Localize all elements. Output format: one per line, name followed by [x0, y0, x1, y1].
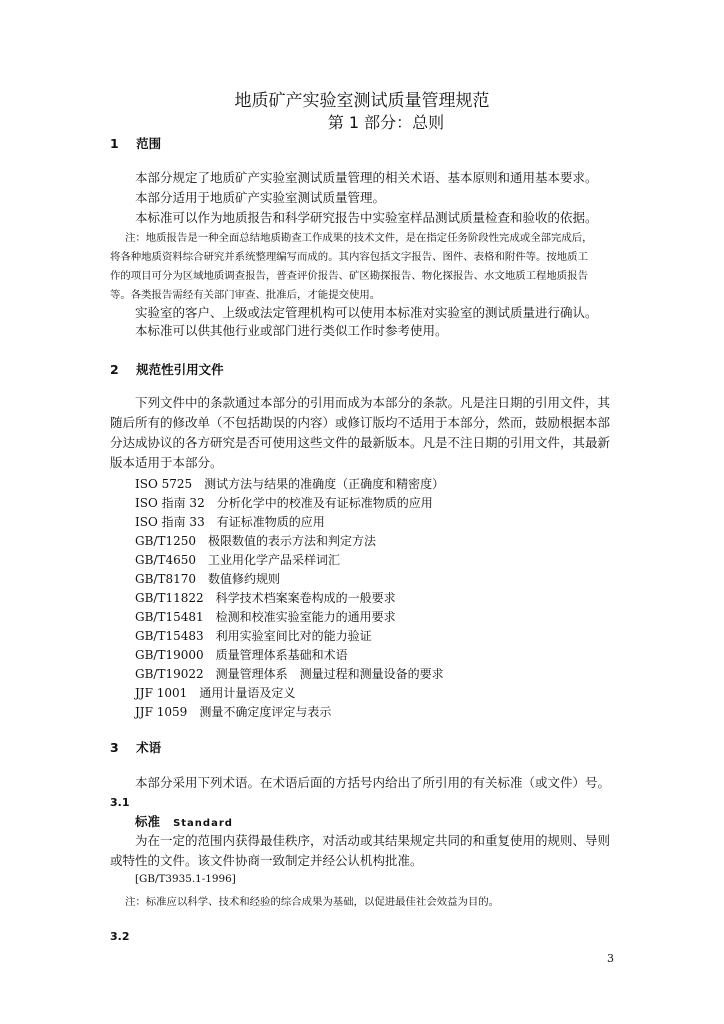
section-2-heading [110, 360, 224, 378]
term-name: 标准 [135, 814, 161, 829]
reference-item [135, 627, 372, 644]
reference-code: GB/T15483 [135, 629, 204, 643]
reference-title: 测试方法与结果的准确度（正确度和精密度） [204, 477, 445, 491]
paragraph: 实验室的客户、上级或法定管理机构可以使用本标准对实验室的测试质量进行确认。 [135, 305, 598, 320]
reference-title: 工业用化学产品采样词汇 [208, 553, 341, 567]
note-line: 等。各类报告需经有关部门审查、批准后，才能提交使用。 [110, 289, 381, 301]
reference-item [135, 646, 348, 663]
reference-code: JJF 1001 [135, 686, 188, 700]
reference-title: 测量不确定度评定与表示 [199, 705, 332, 719]
page-title: 地质矿产实验室测试质量管理规范 [234, 91, 490, 111]
section-title: 规范性引用文件 [136, 362, 224, 377]
paragraph-line: 版本适用于本部分。 [110, 455, 223, 470]
reference-title: 检测和校准实验室能力的通用要求 [215, 610, 396, 624]
reference-code: GB/T15481 [135, 610, 204, 624]
section-3-heading [110, 738, 161, 756]
paragraph-line: 随后所有的修改单（不包括勘误的内容）或修订版均不适用于本部分，然而，鼓励根据本部 [110, 415, 611, 430]
reference-item [135, 608, 396, 625]
reference-item [135, 589, 396, 606]
paragraph: 本部分采用下列术语。在术语后面的方括号内给出了所引用的有关标准（或文件）号。 [135, 775, 611, 790]
reference-code: GB/T1250 [135, 534, 196, 548]
reference-title: 数值修约规则 [208, 572, 281, 586]
reference-item [135, 532, 376, 549]
paragraph: 本部分规定了地质矿产实验室测试质量管理的相关术语、基本原则和通用基本要求。 [135, 170, 598, 185]
reference-title: 极限数值的表示方法和判定方法 [208, 534, 377, 548]
reference-title: 通用计量语及定义 [199, 686, 296, 700]
paragraph: 本标准可以供其他行业或部门进行类似工作时参考使用。 [135, 323, 448, 338]
reference-item [135, 475, 444, 492]
reference-item [135, 551, 340, 568]
reference-item [135, 703, 331, 720]
note-line: 作的项目可分为区域地质调查报告，普查评价报告、矿区勘探报告、物化探报告、水文地质工程地质报告 [110, 270, 588, 282]
reference-title: 测量管理体系 测量过程和测量设备的要求 [215, 667, 444, 681]
section-title: 术语 [136, 740, 162, 755]
reference-title: 利用实验室间比对的能力验证 [215, 629, 372, 643]
paragraph: 本部分适用于地质矿产实验室测试质量管理。 [135, 190, 386, 205]
section-title: 范围 [136, 136, 162, 151]
reference-code: ISO 5725 [135, 477, 193, 491]
reference-item [135, 570, 280, 587]
reference-title: 科学技术档案案卷构成的一般要求 [215, 591, 396, 605]
reference-code: GB/T8170 [135, 572, 196, 586]
section-1-heading [110, 134, 161, 152]
paragraph-line: 下列文件中的条款通过本部分的引用而成为本部分的条款。凡是注日期的引用文件，其 [135, 395, 611, 410]
term-name-en: Standard [173, 818, 233, 829]
term-number: 3.1 [110, 796, 130, 809]
reference-title: 质量管理体系基础和术语 [215, 648, 348, 662]
term-heading [135, 812, 233, 830]
section-number: 3 [110, 740, 119, 755]
section-number: 1 [110, 136, 119, 151]
reference-item [135, 684, 295, 701]
term-note: 注：标准应以科学、技术和经验的综合成果为基础，以促进最佳社会效益为目的。 [125, 896, 500, 908]
section-number: 2 [110, 362, 119, 377]
definition-line: 或特性的文件。该文件协商一致制定并经公认机构批准。 [110, 853, 423, 868]
page-subtitle: 第 1 部分：总则 [327, 113, 445, 132]
term-reference: [GB/T3935.1-1996] [135, 873, 236, 885]
paragraph-line: 分达成协议的各方研究是否可使用这些文件的最新版本。凡是不注日期的引用文件，其最新 [110, 435, 611, 450]
definition-line: 为在一定的范围内获得最佳秩序，对活动或其结果规定共同的和重复使用的规则、导则 [135, 833, 611, 848]
reference-title: 分析化学中的校准及有证标准物质的应用 [216, 496, 433, 510]
reference-code: ISO 指南 33 [135, 515, 205, 529]
term-number: 3.2 [110, 930, 130, 943]
reference-item [135, 513, 325, 530]
reference-code: GB/T4650 [135, 553, 196, 567]
note-line: 将各种地质资料综合研究并系统整理编写而成的。其内容包括文字报告、图件、表格和附件等。按地质工 [110, 251, 588, 263]
reference-item [135, 494, 433, 511]
note-line: 注：地质报告是一种全面总结地质勘查工作成果的技术文件，是在指定任务阶段性完成或全部完成后， [125, 232, 593, 244]
paragraph: 本标准可以作为地质报告和科学研究报告中实验室样品测试质量检查和验收的依据。 [135, 210, 598, 225]
reference-title: 有证标准物质的应用 [216, 515, 325, 529]
reference-code: GB/T19000 [135, 648, 204, 662]
reference-item [135, 665, 444, 682]
reference-code: GB/T11822 [135, 591, 204, 605]
reference-code: ISO 指南 32 [135, 496, 205, 510]
page-number: 3 [607, 952, 614, 965]
reference-code: JJF 1059 [135, 705, 188, 719]
reference-code: GB/T19022 [135, 667, 204, 681]
